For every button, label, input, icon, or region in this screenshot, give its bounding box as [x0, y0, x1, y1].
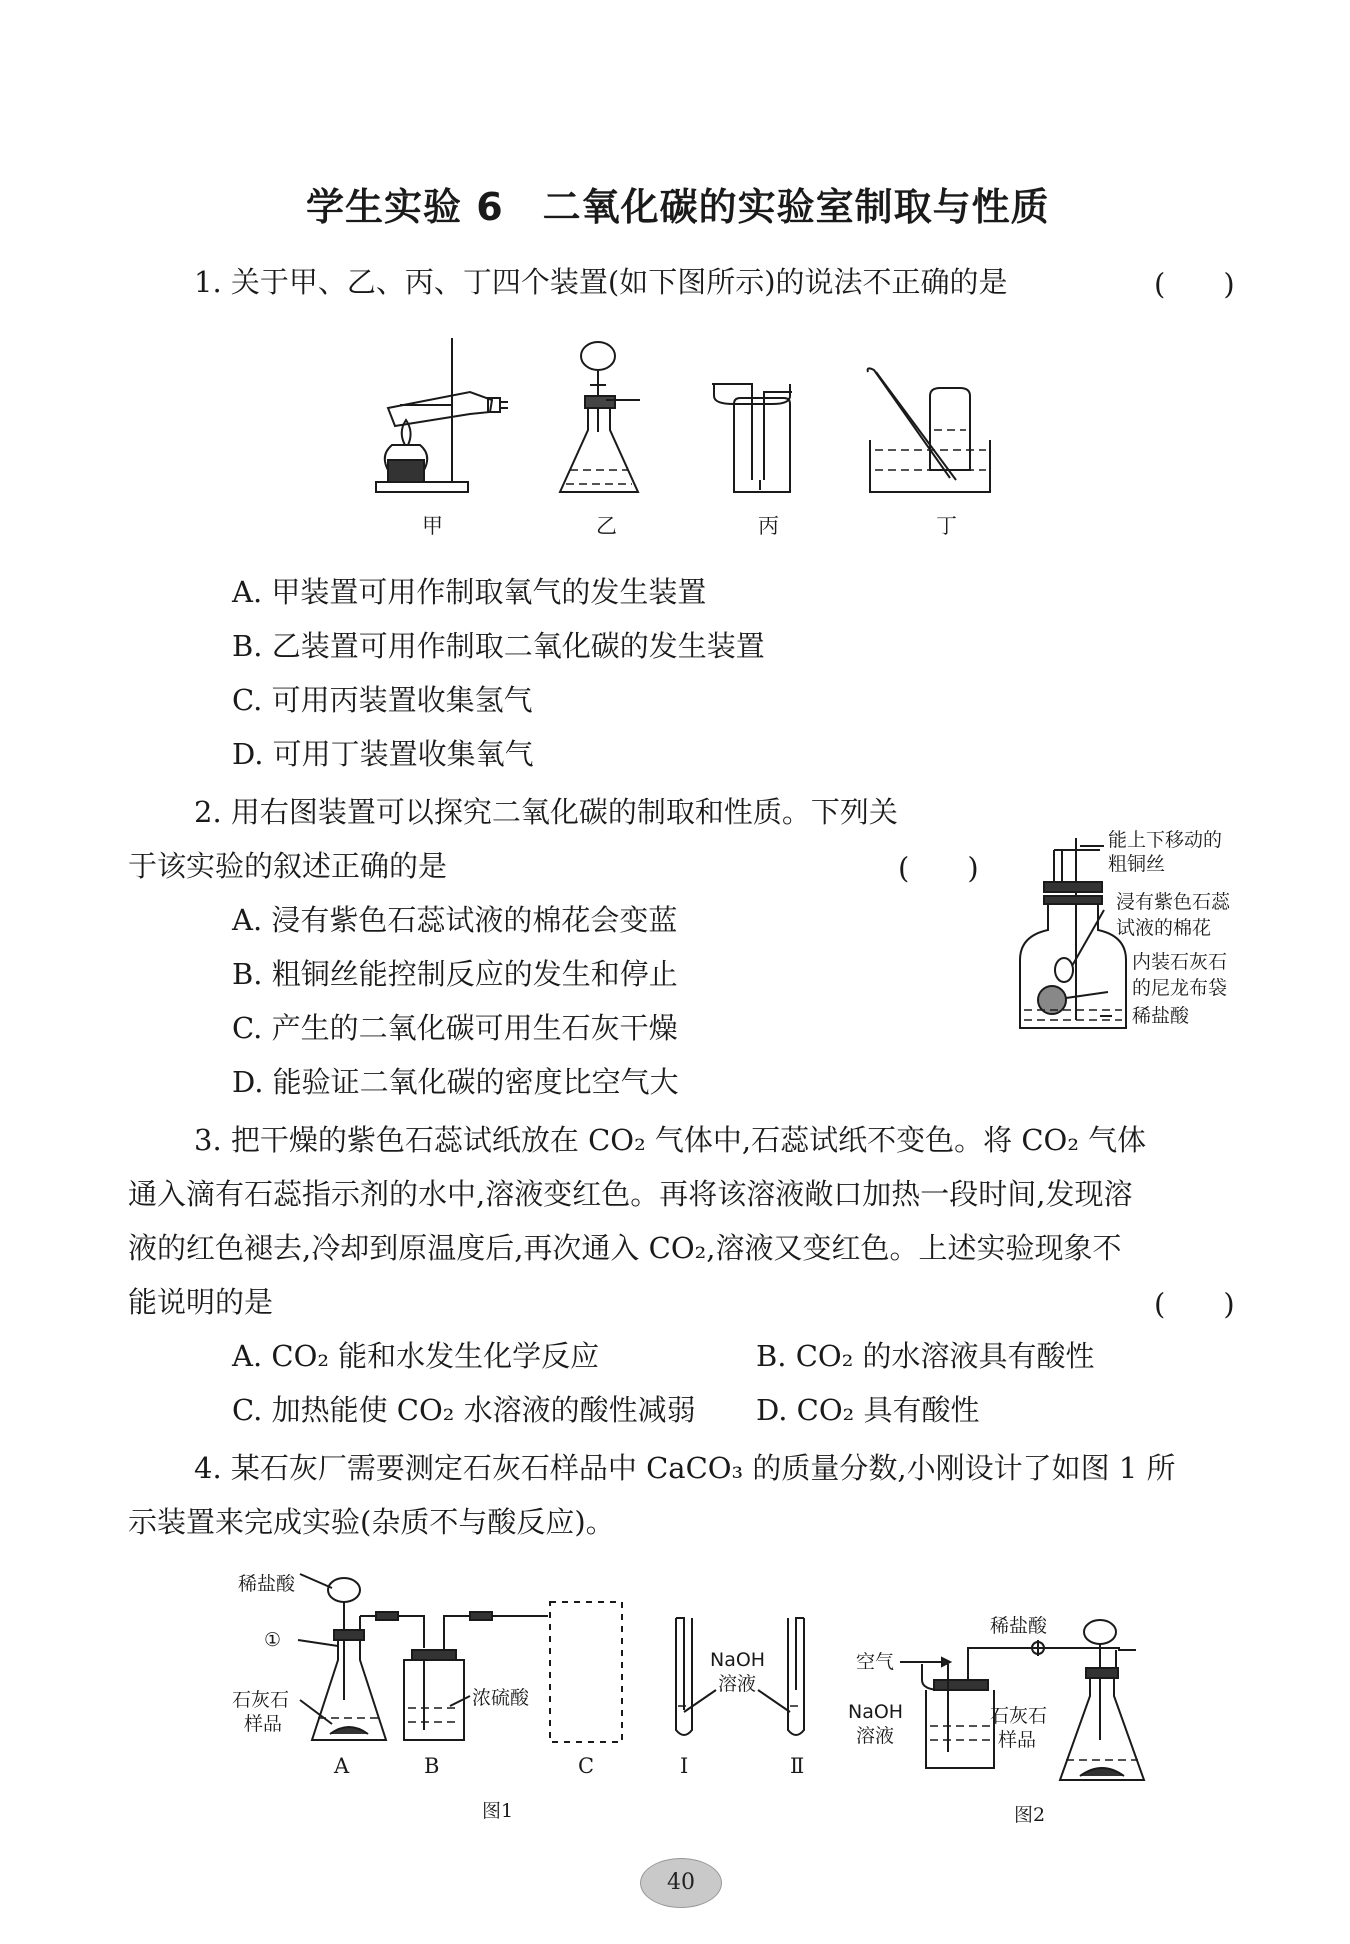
- q3-option-d: D. CO₂ 具有酸性: [756, 1393, 980, 1427]
- q4-line-2: 示装置来完成实验(杂质不与酸反应)。: [128, 1505, 615, 1539]
- q2-answer-paren: ( ): [898, 851, 979, 885]
- fig2-label-limestone-1: 石灰石: [990, 1705, 1048, 1727]
- q2-label-cotton-1: 浸有紫色石蕊: [1116, 891, 1231, 913]
- fig1-label-i: Ⅰ: [680, 1754, 689, 1778]
- q2-option-d: D. 能验证二氧化碳的密度比空气大: [232, 1065, 679, 1099]
- fig1-label-1: ①: [264, 1629, 282, 1651]
- q3-line-1: 3. 把干燥的紫色石蕊试纸放在 CO₂ 气体中,石蕊试纸不变色。将 CO₂ 气体: [194, 1123, 1147, 1157]
- fig1-label-h2so4: 浓硫酸: [472, 1687, 530, 1709]
- fig1-label-naoh-2: 溶液: [718, 1673, 757, 1695]
- q1-option-a: A. 甲装置可用作制取氧气的发生装置: [232, 575, 707, 609]
- fig1-label-limestone-2: 样品: [244, 1713, 283, 1735]
- page-title: 学生实验 6 二氧化碳的实验室制取与性质: [306, 185, 1050, 229]
- page-number: 40: [640, 1858, 722, 1908]
- q2-stem-line2: 于该实验的叙述正确的是: [128, 849, 448, 883]
- fig1-label-ii: Ⅱ: [790, 1754, 805, 1778]
- q2-label-cotton-2: 试液的棉花: [1116, 917, 1212, 939]
- q2-stem-line1: 2. 用右图装置可以探究二氧化碳的制取和性质。下列关: [194, 795, 898, 829]
- fig2-label-naoh-2: 溶液: [856, 1725, 895, 1747]
- q2-option-a: A. 浸有紫色石蕊试液的棉花会变蓝: [232, 903, 678, 937]
- label-yi: 乙: [596, 514, 617, 538]
- fig1-label-b: B: [424, 1754, 440, 1778]
- fig2-label-acid: 稀盐酸: [990, 1615, 1048, 1637]
- q2-label-wire-2: 粗铜丝: [1108, 853, 1166, 875]
- q3-line-4: 能说明的是: [128, 1285, 274, 1319]
- q3-answer-paren: ( ): [1154, 1287, 1235, 1321]
- fig1-label-c: C: [578, 1754, 595, 1778]
- q3-line-3: 液的红色褪去,冷却到原温度后,再次通入 CO₂,溶液又变红色。上述实验现象不: [128, 1231, 1122, 1265]
- fig2-label-air: 空气: [856, 1651, 895, 1673]
- fig2-label-naoh-1: NaOH: [848, 1701, 904, 1723]
- q1-option-c: C. 可用丙装置收集氢气: [232, 683, 533, 717]
- q2-label-bag-2: 的尼龙布袋: [1132, 977, 1228, 999]
- q3-option-b: B. CO₂ 的水溶液具有酸性: [756, 1339, 1095, 1373]
- q4-line-1: 4. 某石灰厂需要测定石灰石样品中 CaCO₃ 的质量分数,小刚设计了如图 1 所: [194, 1451, 1176, 1485]
- q2-option-c: C. 产生的二氧化碳可用生石灰干燥: [232, 1011, 678, 1045]
- q1-option-b: B. 乙装置可用作制取二氧化碳的发生装置: [232, 629, 765, 663]
- label-bing: 丙: [758, 514, 779, 538]
- fig1-label-a: A: [334, 1754, 350, 1778]
- label-ding: 丁: [936, 514, 957, 538]
- fig1-caption: 图1: [482, 1800, 514, 1822]
- q2-label-wire-1: 能上下移动的: [1108, 829, 1223, 851]
- label-jia: 甲: [422, 514, 443, 538]
- q3-line-2: 通入滴有石蕊指示剂的水中,溶液变红色。再将该溶液敞口加热一段时间,发现溶: [128, 1177, 1133, 1211]
- q3-option-c: C. 加热能使 CO₂ 水溶液的酸性减弱: [232, 1393, 696, 1427]
- q2-label-bag-1: 内装石灰石: [1132, 951, 1228, 973]
- q3-option-a: A. CO₂ 能和水发生化学反应: [232, 1339, 600, 1373]
- fig1-label-naoh-1: NaOH: [710, 1649, 766, 1671]
- fig2-label-limestone-2: 样品: [998, 1729, 1037, 1751]
- q1-answer-paren: ( ): [1154, 267, 1235, 301]
- q1-option-d: D. 可用丁装置收集氧气: [232, 737, 534, 771]
- fig2-caption: 图2: [1014, 1804, 1046, 1826]
- q2-option-b: B. 粗铜丝能控制反应的发生和停止: [232, 957, 678, 991]
- fig1-label-limestone-1: 石灰石: [232, 1689, 290, 1711]
- fig1-label-acid: 稀盐酸: [238, 1573, 296, 1595]
- q2-label-acid: 稀盐酸: [1132, 1005, 1190, 1027]
- q1-stem: 1. 关于甲、乙、丙、丁四个装置(如下图所示)的说法不正确的是: [194, 265, 1008, 299]
